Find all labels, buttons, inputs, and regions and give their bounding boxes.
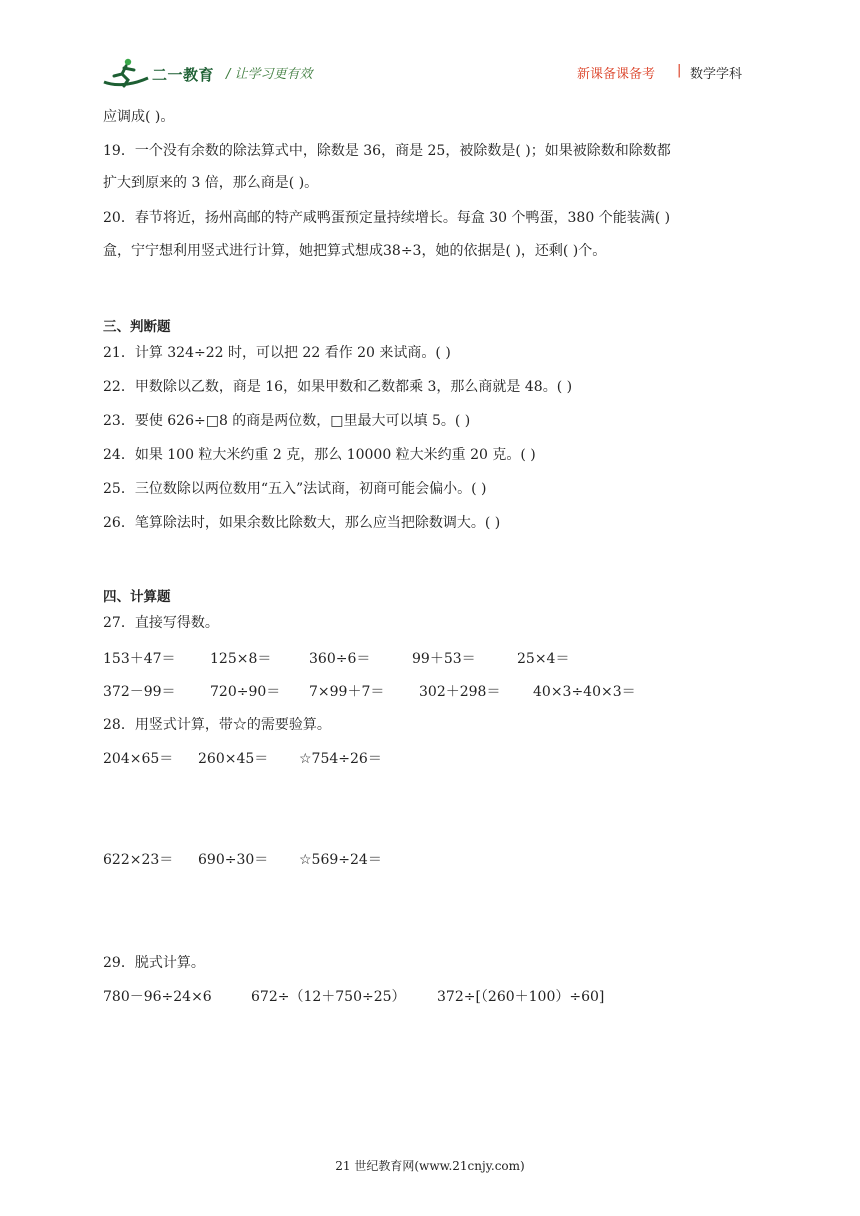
runner-logo-icon [100,56,152,90]
section-4-title: 四、计算题 [103,589,171,605]
section-3-title: 三、判断题 [103,319,171,335]
question-27: 27．直接写得数。 [103,615,219,631]
calc-item: 40×3÷40×3＝ [533,684,636,700]
calc-item: 25×4＝ [517,651,570,667]
judgement-item-23: 23．要使 626÷□8 的商是两位数，□里最大可以填 5。( ) [103,413,471,429]
calc-item: 260×45＝ [198,751,269,767]
judgement-item-26: 26．笔算除法时，如果余数比除数大，那么应当把除数调大。( ) [103,515,501,531]
question-19-line1: 19．一个没有余数的除法算式中，除数是 36，商是 25，被除数是( )；如果被除数和除数都 [103,143,671,159]
calc-item: 780－96÷24×6 [103,989,212,1005]
judgement-item-21: 21．计算 324÷22 时，可以把 22 看作 20 来试商。( ) [103,345,451,361]
calc-item: 7×99＋7＝ [309,684,385,700]
slogan: / 让学习更有效 [226,67,313,82]
question-20-line1: 20．春节将近，扬州高邮的特产咸鸭蛋预定量持续增长。每盒 30 个鸭蛋，380 个能装满( ) [103,210,671,226]
calc-item: 720÷90＝ [210,684,281,700]
question-20-line2: 盒，宁宁想利用竖式进行计算，她把算式想成38÷3，她的依据是( )，还剩( )个。 [103,243,607,259]
judgement-item-25: 25．三位数除以两位数用“五入”法试商，初商可能会偏小。( ) [103,481,487,497]
judgement-item-24: 24．如果 100 粒大米约重 2 克，那么 10000 粒大米约重 20 克。( ) [103,447,536,463]
question-29: 29．脱式计算。 [103,955,205,971]
page-footer[interactable]: 21 世纪教育网(www.21cnjy.com) [335,1159,525,1173]
calc-item: 99＋53＝ [412,651,476,667]
calc-item: 372÷[（260＋100）÷60] [437,989,605,1005]
question-28: 28．用竖式计算，带☆的需要验算。 [103,717,331,733]
calc-item: 204×65＝ [103,751,174,767]
calc-item: 360÷6＝ [309,651,371,667]
logo-text: 二一教育 [152,66,215,84]
header-discipline: 数学学科 [690,67,743,82]
calc-item: 622×23＝ [103,852,174,868]
question-18-tail: 应调成( )。 [103,109,175,125]
calc-item: 153＋47＝ [103,651,176,667]
calc-item: 302＋298＝ [419,684,501,700]
calc-item: 672÷（12＋750÷25） [251,989,406,1005]
calc-item: 125×8＝ [210,651,272,667]
calc-item: ☆754÷26＝ [299,751,382,767]
header-subject-label: 新课备课备考 [577,67,656,82]
calc-item: ☆569÷24＝ [299,852,382,868]
calc-item: 690÷30＝ [198,852,269,868]
judgement-item-22: 22．甲数除以乙数，商是 16，如果甲数和乙数都乘 3，那么商就是 48。( ) [103,379,573,395]
question-19-line2: 扩大到原来的 3 倍，那么商是( )。 [103,175,319,191]
header-separator: | [677,63,682,78]
calc-item: 372－99＝ [103,684,176,700]
